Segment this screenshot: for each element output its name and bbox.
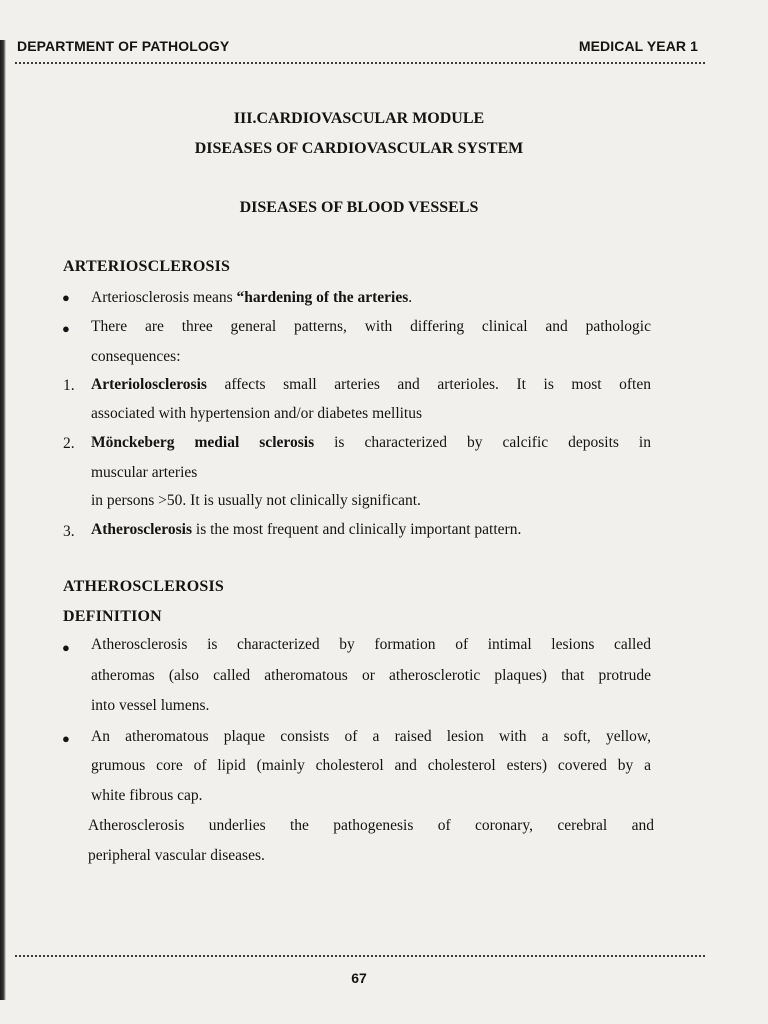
system-title: DISEASES OF CARDIOVASCULAR SYSTEM [194, 140, 524, 157]
topic-title: DISEASES OF BLOOD VESSELS [239, 199, 479, 216]
list-item-line: There are three general patterns, with differing clinical and pathologic [91, 318, 651, 335]
paragraph-line: peripheral vascular diseases. [88, 847, 265, 864]
section-heading-arteriosclerosis: ARTERIOSCLEROSIS [63, 258, 231, 275]
module-title: III.CARDIOVASCULAR MODULE [233, 110, 485, 127]
list-item-line: grumous core of lipid (mainly cholesterol and cholesterol esters) covered by a [91, 757, 651, 774]
bold-term: Arteriolosclerosis [91, 376, 207, 393]
item-number: 2. [63, 435, 75, 452]
list-item-line: An atheromatous plaque consists of a raised lesion with a soft, yellow, [91, 728, 651, 745]
header-dotted-rule [14, 62, 706, 64]
bold-term: Mönckeberg medial sclerosis [91, 434, 315, 451]
bold-term: “hardening of the arteries [236, 289, 409, 306]
bullet-icon: ● [62, 731, 70, 746]
list-item-line: consequences: [91, 348, 181, 365]
numbered-item-line: associated with hypertension and/or diabetes mellitus [91, 405, 423, 422]
numbered-item: Atherosclerosis is the most frequent and clinically important pattern. [91, 521, 522, 538]
bullet-icon: ● [62, 321, 70, 336]
list-item-line: white fibrous cap. [91, 787, 203, 804]
list-item-line: Atherosclerosis is characterized by formation of intimal lesions called [91, 636, 651, 653]
bullet-icon: ● [62, 640, 70, 655]
list-item-line: into vessel lumens. [91, 697, 210, 714]
numbered-item: Arteriolosclerosis affects small arteries and arterioles. It is most often [91, 376, 651, 393]
numbered-item-line: in persons >50. It is usually not clinically significant. [91, 492, 421, 509]
footer-dotted-rule [14, 955, 706, 957]
list-item-line: atheromas (also called atheromatous or atherosclerotic plaques) that protrude [91, 667, 651, 684]
numbered-item: Mönckeberg medial sclerosis is characterized by calcific deposits in [91, 434, 651, 451]
numbered-item-line: muscular arteries [91, 464, 198, 481]
header-department: DEPARTMENT OF PATHOLOGY [17, 38, 230, 54]
section-heading-atherosclerosis: ATHEROSCLEROSIS [63, 578, 224, 595]
paragraph-line: Atherosclerosis underlies the pathogenesis of coronary, cerebral and [88, 817, 654, 834]
binding-edge [0, 40, 6, 1000]
page-number: 67 [351, 970, 367, 986]
bullet-icon: ● [62, 290, 70, 305]
item-number: 1. [63, 377, 75, 394]
bold-term: Atherosclerosis [91, 521, 193, 538]
subheading-definition: DEFINITION [63, 608, 162, 625]
list-item: Arteriosclerosis means “hardening of the arteries. [91, 289, 413, 306]
header-course-year: MEDICAL YEAR 1 [578, 38, 698, 54]
item-number: 3. [63, 523, 75, 540]
